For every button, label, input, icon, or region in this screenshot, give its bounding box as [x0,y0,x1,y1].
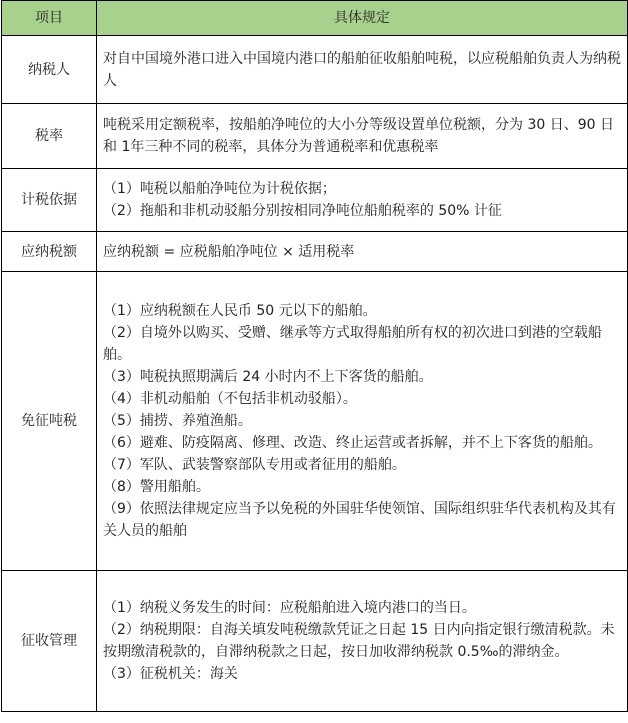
admin-clause: （3）征税机关：海关 [103,666,238,682]
row-payable-item: 应纳税额 [2,232,97,272]
row-exempt [2,272,628,571]
exempt-clause: （8）警用船舶。 [103,479,210,495]
exempt-clause: （7）军队、武装警察部队专用或者征用的船舶。 [103,457,406,473]
row-taxpayer [2,36,628,104]
row-rate-item: 税率 [2,104,97,169]
exempt-clause: （1）应纳税额在人民币 50 元以下的船舶。 [103,303,377,319]
row-basis-item: 计税依据 [2,169,97,232]
exempt-clause: （3）吨税执照期满后 24 小时内不上下客货的船舶。 [103,369,433,385]
basis-clause: （2）拖船和非机动驳船分别按相同净吨位船舶税率的 50% 计征 [103,203,502,219]
basis-clause: （1）吨税以船舶净吨位为计税依据； [103,181,336,197]
row-admin-rule [97,571,628,712]
row-basis [2,169,628,232]
row-basis-rule [97,169,628,232]
header-item: 项目 [2,1,97,36]
row-payable-rule: 应纳税额 = 应税船舶净吨位 × 适用税率 [97,232,628,272]
row-exempt-item: 免征吨税 [2,272,97,571]
admin-clause: （2）纳税期限：自海关填发吨税缴款凭证之日起 15 日内向指定银行缴清税款。未按期缴清税款的，自滞纳税款之日起，按日加收滞纳税款 0.5‰的滞纳金。 [103,622,615,660]
row-rate [2,104,628,169]
exempt-clause: （9）依照法律规定应当予以免税的外国驻华使领馆、国际组织驻华代表机构及其有关人员的船舶 [103,501,616,539]
header-rule: 具体规定 [97,1,628,36]
row-taxpayer-rule: 对自中国境外港口进入中国境内港口的船舶征收船舶吨税，以应税船舶负责人为纳税人 [97,36,628,104]
row-admin-item: 征收管理 [2,571,97,712]
exempt-clause: （2）自境外以购买、受赠、继承等方式取得船舶所有权的初次进口到港的空载船舶。 [103,325,602,363]
row-exempt-rule [97,272,628,571]
header-row [2,1,628,36]
exempt-clause: （5）捕捞、养殖渔船。 [103,413,252,429]
row-admin [2,571,628,712]
tonnage-tax-rules-table [1,0,628,712]
exempt-clause: （4）非机动船舶（不包括非机动驳船）。 [103,391,357,407]
row-payable [2,232,628,272]
exempt-clause: （6）避难、防疫隔离、修理、改造、终止运营或者拆解，并不上下客货的船舶。 [103,435,602,451]
row-rate-rule: 吨税采用定额税率，按船舶净吨位的大小分等级设置单位税额，分为 30 日、90 日和 1年三种不同的税率，具体分为普通税率和优惠税率 [97,104,628,169]
admin-clause: （1）纳税义务发生的时间：应税船舶进入境内港口的当日。 [103,600,476,616]
row-taxpayer-item: 纳税人 [2,36,97,104]
